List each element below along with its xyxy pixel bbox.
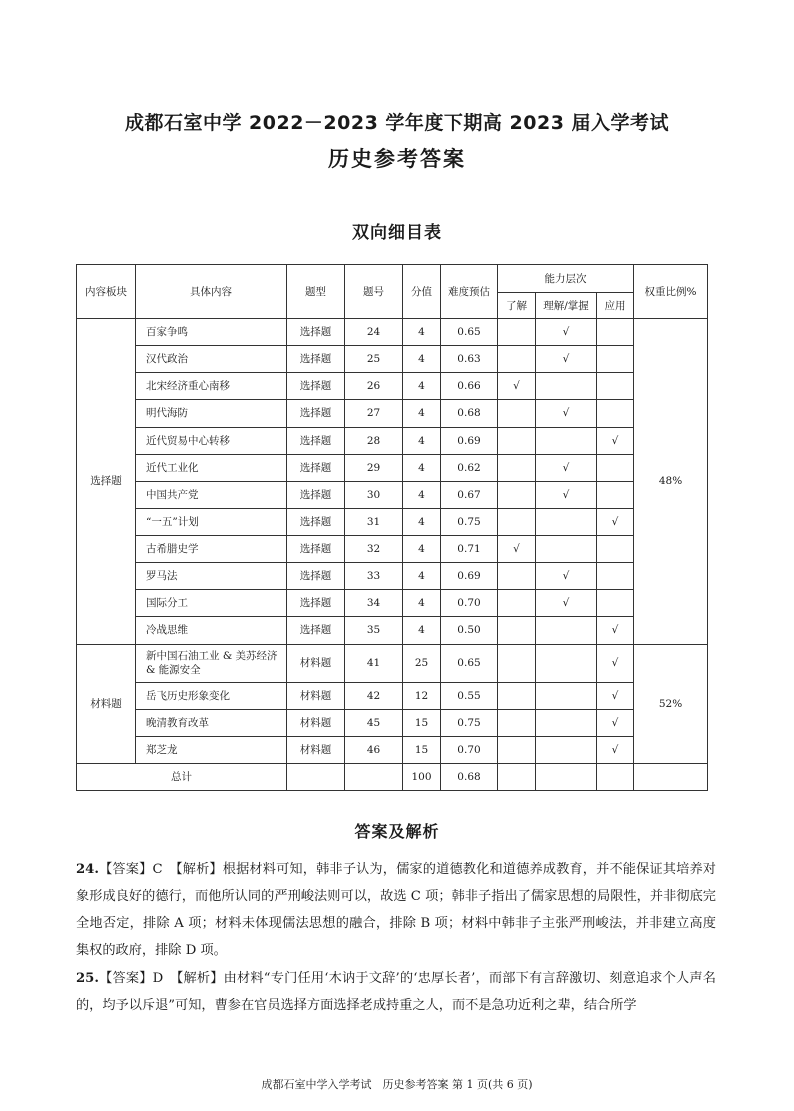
understand-cell [498, 617, 536, 644]
number-cell: 32 [345, 536, 403, 563]
table-row [77, 736, 708, 763]
comprehend-cell: √ [536, 481, 597, 508]
comprehend-cell: √ [536, 400, 597, 427]
score-cell: 12 [403, 682, 441, 709]
content-cell: 新中国石油工业 & 美苏经济 & 能源安全 [136, 644, 287, 682]
table-row [77, 590, 708, 617]
understand-cell [498, 427, 536, 454]
number-cell: 35 [345, 617, 403, 644]
apply-cell: √ [597, 644, 634, 682]
number-cell: 33 [345, 563, 403, 590]
number-cell: 24 [345, 319, 403, 346]
comprehend-cell [536, 644, 597, 682]
difficulty-cell: 0.65 [441, 319, 498, 346]
score-cell: 4 [403, 617, 441, 644]
type-cell: 选择题 [287, 617, 345, 644]
answer-number: 25. [76, 971, 99, 986]
header-ability-comprehend: 理解/掌握 [536, 293, 597, 319]
content-cell: 近代工业化 [136, 454, 287, 481]
apply-cell [597, 319, 634, 346]
understand-cell [498, 454, 536, 481]
table-row [77, 400, 708, 427]
understand-cell [498, 709, 536, 736]
apply-cell [597, 454, 634, 481]
answer-text: 【答案】C 【解析】根据材料可知，韩非子认为，儒家的道德教化和道德养成教育，并不能保证其培养对象形成良好的德行，而他所认同的严刑峻法则可以，故选 C 项；韩非子指出了儒家思想的局限性，并非彻底完全地否定，排除 A 项；材料未体现儒法思想的融合，排除 B 项；材料中韩非子主张严刑峻法，并非建立高度集权的政府，排除 D 项。 [76, 862, 716, 958]
difficulty-cell: 0.50 [441, 617, 498, 644]
section-cell: 选择题 [77, 319, 136, 645]
weight-cell: 48% [634, 319, 708, 645]
type-cell: 选择题 [287, 427, 345, 454]
content-cell: 晚清教育改革 [136, 709, 287, 736]
understand-cell [498, 736, 536, 763]
understand-cell [498, 400, 536, 427]
score-cell: 25 [403, 644, 441, 682]
table-row [77, 508, 708, 535]
apply-cell [597, 400, 634, 427]
section-cell: 材料题 [77, 644, 136, 763]
apply-cell: √ [597, 682, 634, 709]
number-cell: 34 [345, 590, 403, 617]
comprehend-cell [536, 709, 597, 736]
header-weight: 权重比例% [634, 265, 708, 319]
type-cell: 选择题 [287, 346, 345, 373]
number-cell: 46 [345, 736, 403, 763]
header-ability-apply: 应用 [597, 293, 634, 319]
type-cell: 选择题 [287, 536, 345, 563]
total-label: 总计 [77, 763, 287, 790]
page-footer: 成都石室中学入学考试 历史参考答案 第 1 页(共 6 页) [261, 1078, 533, 1091]
difficulty-cell: 0.70 [441, 590, 498, 617]
apply-cell: √ [597, 427, 634, 454]
type-cell: 选择题 [287, 454, 345, 481]
table-row [77, 682, 708, 709]
table-row [77, 481, 708, 508]
content-cell: 罗马法 [136, 563, 287, 590]
difficulty-cell: 0.55 [441, 682, 498, 709]
score-cell: 4 [403, 481, 441, 508]
score-cell: 4 [403, 590, 441, 617]
score-cell: 4 [403, 508, 441, 535]
score-cell: 4 [403, 346, 441, 373]
number-cell: 42 [345, 682, 403, 709]
comprehend-cell [536, 427, 597, 454]
type-cell: 选择题 [287, 400, 345, 427]
content-cell: 郑芝龙 [136, 736, 287, 763]
understand-cell [498, 590, 536, 617]
apply-cell: √ [597, 617, 634, 644]
difficulty-cell: 0.68 [441, 400, 498, 427]
table-row [77, 709, 708, 736]
comprehend-cell [536, 373, 597, 400]
content-cell: 岳飞历史形象变化 [136, 682, 287, 709]
type-cell: 材料题 [287, 709, 345, 736]
table-row [77, 454, 708, 481]
type-cell: 选择题 [287, 590, 345, 617]
difficulty-cell: 0.67 [441, 481, 498, 508]
content-cell: 中国共产党 [136, 481, 287, 508]
comprehend-cell: √ [536, 319, 597, 346]
difficulty-cell: 0.70 [441, 736, 498, 763]
exam-title: 成都石室中学 2022－2023 学年度下期高 2023 届入学考试 [124, 112, 670, 134]
content-cell: 百家争鸣 [136, 319, 287, 346]
content-cell: 明代海防 [136, 400, 287, 427]
answer-number: 24. [76, 862, 99, 877]
total-empty-cell [536, 763, 597, 790]
content-cell: 汉代政治 [136, 346, 287, 373]
total-empty-cell [345, 763, 403, 790]
table-row [77, 319, 708, 346]
header-type: 题型 [287, 265, 345, 319]
score-cell: 4 [403, 563, 441, 590]
apply-cell [597, 373, 634, 400]
content-cell: 国际分工 [136, 590, 287, 617]
content-cell: 北宋经济重心南移 [136, 373, 287, 400]
weight-cell: 52% [634, 644, 708, 763]
content-cell: 近代贸易中心转移 [136, 427, 287, 454]
comprehend-cell [536, 617, 597, 644]
understand-cell [498, 508, 536, 535]
number-cell: 26 [345, 373, 403, 400]
header-difficulty: 难度预估 [441, 265, 498, 319]
understand-cell [498, 563, 536, 590]
table-title: 双向细目表 [352, 223, 442, 243]
apply-cell [597, 346, 634, 373]
difficulty-cell: 0.63 [441, 346, 498, 373]
header-content: 具体内容 [136, 265, 287, 319]
understand-cell: √ [498, 536, 536, 563]
total-row [77, 763, 708, 790]
type-cell: 选择题 [287, 481, 345, 508]
number-cell: 41 [345, 644, 403, 682]
table-row [77, 427, 708, 454]
answer-text: 【答案】D 【解析】由材料“专门任用‘木讷于文辞’的‘忠厚长者’，而部下有言辞激切、刻意追求个人声名的，均予以斥退”可知，曹参在官员选择方面选择老成持重之人，而不是急功近利之辈，结合所学 [76, 971, 716, 1013]
comprehend-cell: √ [536, 563, 597, 590]
score-cell: 4 [403, 319, 441, 346]
comprehend-cell: √ [536, 590, 597, 617]
type-cell: 选择题 [287, 319, 345, 346]
type-cell: 选择题 [287, 508, 345, 535]
comprehend-cell [536, 508, 597, 535]
answer-item-25 [76, 965, 716, 1019]
comprehend-cell [536, 736, 597, 763]
apply-cell: √ [597, 736, 634, 763]
score-cell: 4 [403, 373, 441, 400]
number-cell: 31 [345, 508, 403, 535]
comprehend-cell [536, 682, 597, 709]
content-cell: “一五”计划 [136, 508, 287, 535]
apply-cell [597, 590, 634, 617]
number-cell: 25 [345, 346, 403, 373]
score-cell: 4 [403, 427, 441, 454]
header-section: 内容板块 [77, 265, 136, 319]
understand-cell [498, 319, 536, 346]
apply-cell: √ [597, 709, 634, 736]
table-row [77, 563, 708, 590]
understand-cell [498, 346, 536, 373]
total-difficulty: 0.68 [441, 763, 498, 790]
difficulty-cell: 0.65 [441, 644, 498, 682]
type-cell: 材料题 [287, 644, 345, 682]
answer-item-24 [76, 856, 716, 964]
score-cell: 4 [403, 400, 441, 427]
total-score: 100 [403, 763, 441, 790]
difficulty-cell: 0.62 [441, 454, 498, 481]
header-score: 分值 [403, 265, 441, 319]
difficulty-cell: 0.69 [441, 427, 498, 454]
apply-cell [597, 481, 634, 508]
number-cell: 30 [345, 481, 403, 508]
table-row [77, 536, 708, 563]
understand-cell [498, 682, 536, 709]
comprehend-cell [536, 536, 597, 563]
difficulty-cell: 0.75 [441, 709, 498, 736]
difficulty-cell: 0.75 [441, 508, 498, 535]
difficulty-cell: 0.66 [441, 373, 498, 400]
score-cell: 4 [403, 536, 441, 563]
apply-cell: √ [597, 508, 634, 535]
type-cell: 材料题 [287, 682, 345, 709]
spec-table [76, 264, 708, 791]
number-cell: 45 [345, 709, 403, 736]
header-ability: 能力层次 [498, 265, 634, 293]
table-row [77, 644, 708, 682]
type-cell: 材料题 [287, 736, 345, 763]
header-ability-understand: 了解 [498, 293, 536, 319]
table-row [77, 373, 708, 400]
number-cell: 28 [345, 427, 403, 454]
apply-cell [597, 563, 634, 590]
header-number: 题号 [345, 265, 403, 319]
type-cell: 选择题 [287, 373, 345, 400]
comprehend-cell: √ [536, 346, 597, 373]
understand-cell [498, 481, 536, 508]
score-cell: 4 [403, 454, 441, 481]
table-row [77, 617, 708, 644]
number-cell: 27 [345, 400, 403, 427]
total-empty-cell [597, 763, 634, 790]
number-cell: 29 [345, 454, 403, 481]
comprehend-cell: √ [536, 454, 597, 481]
document-title: 历史参考答案 [328, 147, 466, 171]
type-cell: 选择题 [287, 563, 345, 590]
difficulty-cell: 0.69 [441, 563, 498, 590]
difficulty-cell: 0.71 [441, 536, 498, 563]
apply-cell [597, 536, 634, 563]
content-cell: 古希腊史学 [136, 536, 287, 563]
understand-cell [498, 644, 536, 682]
total-empty-cell [287, 763, 345, 790]
understand-cell: √ [498, 373, 536, 400]
table-row [77, 346, 708, 373]
total-empty-cell [498, 763, 536, 790]
total-empty-cell [634, 763, 708, 790]
answers-title: 答案及解析 [354, 822, 440, 841]
score-cell: 15 [403, 736, 441, 763]
content-cell: 冷战思维 [136, 617, 287, 644]
score-cell: 15 [403, 709, 441, 736]
